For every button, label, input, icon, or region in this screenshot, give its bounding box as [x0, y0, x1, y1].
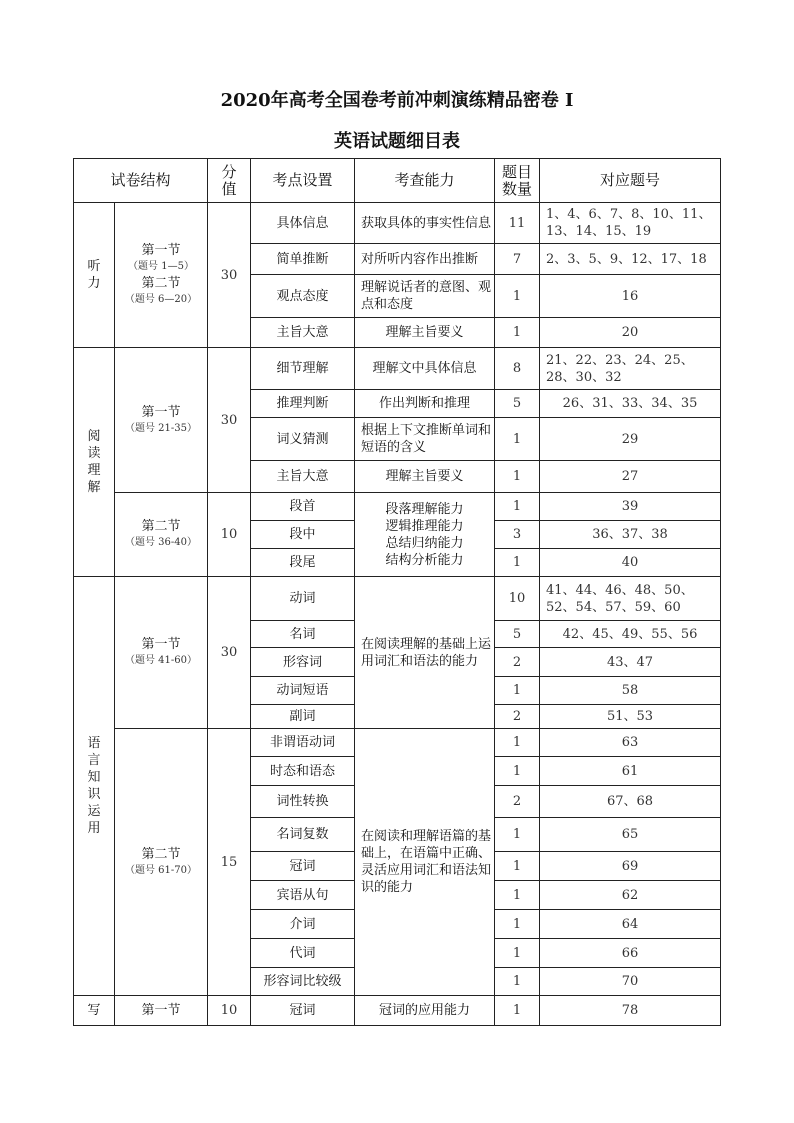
count-cell: 1: [495, 881, 540, 910]
table-row: [74, 729, 721, 757]
question-numbers-cell: 78: [540, 996, 721, 1026]
score-cell: 10: [208, 996, 251, 1026]
count-cell: 11: [495, 203, 540, 244]
count-cell: 1: [495, 852, 540, 881]
section-cell: 第一节: [115, 996, 208, 1026]
point-cell: 介词: [251, 910, 355, 939]
point-cell: 简单推断: [251, 244, 355, 275]
question-numbers-cell: 42、45、49、55、56: [540, 621, 721, 648]
point-cell: 形容词比较级: [251, 968, 355, 996]
point-cell: 时态和语态: [251, 757, 355, 786]
point-cell: 形容词: [251, 648, 355, 677]
ability-cell: 理解说话者的意图、观点和态度: [355, 275, 495, 318]
part-writing: 写: [74, 996, 115, 1026]
document-title: 2020年高考全国卷考前冲刺演练精品密卷 I: [220, 90, 574, 111]
document-subtitle: 英语试题细目表: [334, 131, 460, 152]
count-cell: 1: [495, 418, 540, 461]
question-numbers-cell: 58: [540, 677, 721, 705]
count-cell: 7: [495, 244, 540, 275]
question-numbers-cell: 27: [540, 461, 721, 493]
point-cell: 非谓语动词: [251, 729, 355, 757]
part-listening: 听 力: [74, 203, 115, 348]
ability-cell: 获取具体的事实性信息: [355, 203, 495, 244]
section-cell: 第二节 （题号 36-40）: [115, 493, 208, 577]
point-cell: 动词短语: [251, 677, 355, 705]
count-cell: 5: [495, 621, 540, 648]
count-cell: 1: [495, 461, 540, 493]
question-numbers-cell: 40: [540, 549, 721, 577]
count-cell: 1: [495, 318, 540, 348]
point-cell: 推理判断: [251, 390, 355, 418]
question-numbers-cell: 36、37、38: [540, 521, 721, 549]
count-cell: 1: [495, 275, 540, 318]
ability-cell: 冠词的应用能力: [355, 996, 495, 1026]
question-numbers-cell: 2、3、5、9、12、17、18: [540, 244, 721, 275]
question-numbers-cell: 43、47: [540, 648, 721, 677]
count-cell: 3: [495, 521, 540, 549]
point-cell: 主旨大意: [251, 461, 355, 493]
point-cell: 名词: [251, 621, 355, 648]
point-cell: 观点态度: [251, 275, 355, 318]
count-cell: 2: [495, 786, 540, 818]
point-cell: 冠词: [251, 996, 355, 1026]
ability-cell: 在阅读和理解语篇的基础上，在语篇中正确、灵活应用词汇和语法知识的能力: [355, 729, 495, 996]
question-numbers-cell: 1、4、6、7、8、10、11、13、14、15、19: [540, 203, 721, 244]
count-cell: 2: [495, 648, 540, 677]
header-row: [74, 159, 721, 203]
header-question-numbers: 对应题号: [540, 159, 721, 203]
question-numbers-cell: 51、53: [540, 705, 721, 729]
score-cell: 10: [208, 493, 251, 577]
score-cell: 30: [208, 348, 251, 493]
question-numbers-cell: 62: [540, 881, 721, 910]
question-numbers-cell: 64: [540, 910, 721, 939]
section-cell: 第一节 （题号 1—5） 第二节 （题号 6—20）: [115, 203, 208, 348]
header-score: 分 值: [208, 159, 251, 203]
table-row: [74, 493, 721, 521]
table-row: [74, 577, 721, 621]
part-language: 语 言 知 识 运 用: [74, 577, 115, 996]
section-cell: 第一节 （题号 41-60）: [115, 577, 208, 729]
point-cell: 宾语从句: [251, 881, 355, 910]
count-cell: 10: [495, 577, 540, 621]
ability-cell: 段落理解能力 逻辑推理能力 总结归纳能力 结构分析能力: [355, 493, 495, 577]
point-cell: 段首: [251, 493, 355, 521]
question-numbers-cell: 20: [540, 318, 721, 348]
score-cell: 30: [208, 577, 251, 729]
header-structure: 试卷结构: [74, 159, 208, 203]
point-cell: 冠词: [251, 852, 355, 881]
question-numbers-cell: 26、31、33、34、35: [540, 390, 721, 418]
point-cell: 动词: [251, 577, 355, 621]
count-cell: 1: [495, 996, 540, 1026]
specification-table: [73, 158, 721, 1026]
part-reading: 阅 读 理 解: [74, 348, 115, 577]
point-cell: 段尾: [251, 549, 355, 577]
point-cell: 词义猜测: [251, 418, 355, 461]
count-cell: 8: [495, 348, 540, 390]
point-cell: 副词: [251, 705, 355, 729]
ability-cell: 对所听内容作出推断: [355, 244, 495, 275]
table-row: [74, 996, 721, 1026]
question-numbers-cell: 21、22、23、24、25、28、30、32: [540, 348, 721, 390]
count-cell: 1: [495, 493, 540, 521]
question-numbers-cell: 61: [540, 757, 721, 786]
ability-cell: 根据上下文推断单词和短语的含义: [355, 418, 495, 461]
point-cell: 代词: [251, 939, 355, 968]
question-numbers-cell: 69: [540, 852, 721, 881]
point-cell: 具体信息: [251, 203, 355, 244]
ability-cell: 理解主旨要义: [355, 461, 495, 493]
header-count: 题目 数量: [495, 159, 540, 203]
ability-cell: 理解主旨要义: [355, 318, 495, 348]
count-cell: 1: [495, 939, 540, 968]
question-numbers-cell: 29: [540, 418, 721, 461]
question-numbers-cell: 67、68: [540, 786, 721, 818]
score-cell: 30: [208, 203, 251, 348]
point-cell: 段中: [251, 521, 355, 549]
count-cell: 1: [495, 549, 540, 577]
point-cell: 词性转换: [251, 786, 355, 818]
table-row: [74, 348, 721, 390]
point-cell: 细节理解: [251, 348, 355, 390]
point-cell: 名词复数: [251, 818, 355, 852]
question-numbers-cell: 70: [540, 968, 721, 996]
count-cell: 1: [495, 818, 540, 852]
ability-cell: 理解文中具体信息: [355, 348, 495, 390]
ability-cell: 作出判断和推理: [355, 390, 495, 418]
question-numbers-cell: 16: [540, 275, 721, 318]
score-cell: 15: [208, 729, 251, 996]
count-cell: 5: [495, 390, 540, 418]
question-numbers-cell: 41、44、46、48、50、52、54、57、59、60: [540, 577, 721, 621]
count-cell: 1: [495, 729, 540, 757]
count-cell: 1: [495, 677, 540, 705]
section-cell: 第一节 （题号 21-35）: [115, 348, 208, 493]
question-numbers-cell: 39: [540, 493, 721, 521]
question-numbers-cell: 65: [540, 818, 721, 852]
question-numbers-cell: 63: [540, 729, 721, 757]
count-cell: 1: [495, 757, 540, 786]
count-cell: 1: [495, 968, 540, 996]
header-point: 考点设置: [251, 159, 355, 203]
header-ability: 考查能力: [355, 159, 495, 203]
ability-cell: 在阅读理解的基础上运用词汇和语法的能力: [355, 577, 495, 729]
count-cell: 1: [495, 910, 540, 939]
table-row: [74, 203, 721, 244]
question-numbers-cell: 66: [540, 939, 721, 968]
section-cell: 第二节 （题号 61-70）: [115, 729, 208, 996]
point-cell: 主旨大意: [251, 318, 355, 348]
count-cell: 2: [495, 705, 540, 729]
